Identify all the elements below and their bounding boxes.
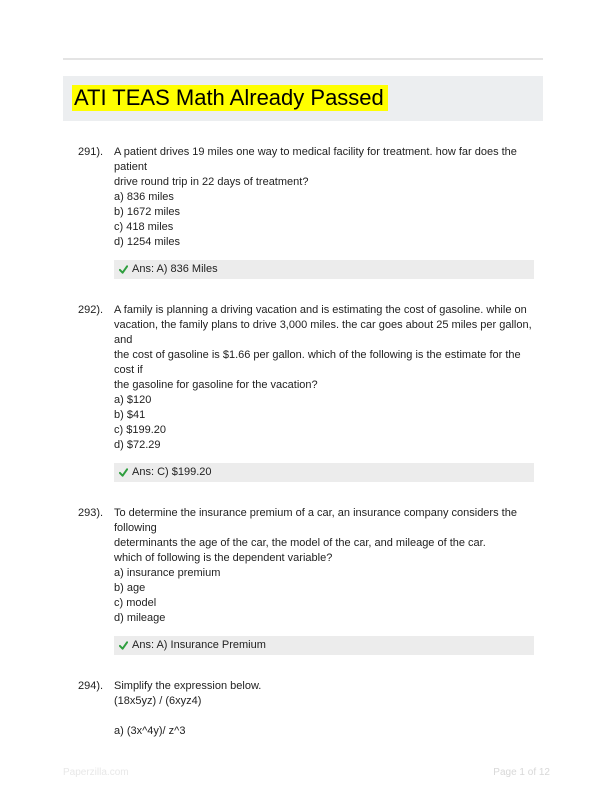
answer-box (114, 463, 534, 482)
option-a: a) 836 miles (114, 191, 174, 203)
question-text: the gasoline for gasoline for the vacation? (114, 379, 318, 391)
option-b: b) 1672 miles (114, 206, 181, 218)
question-text: A patient drives 19 miles one way to medical facility for treatment. how far does the patient (114, 146, 517, 173)
option-c: c) $199.20 (114, 424, 166, 436)
top-rule (63, 58, 543, 60)
question-text: the cost of gasoline is $1.66 per gallon. which of the following is the estimate for the cost if (114, 349, 521, 376)
check-icon (119, 265, 128, 274)
page-number: Page 1 of 12 (493, 767, 550, 778)
question-text: determinants the age of the car, the model of the car, and mileage of the car. (114, 537, 486, 549)
answer-text: Ans: A) 836 Miles (132, 263, 218, 275)
question-text: drive round trip in 22 days of treatment? (114, 176, 309, 188)
question-body (114, 145, 534, 250)
option-d: d) $72.29 (114, 439, 161, 451)
answer-box (114, 636, 534, 655)
check-icon (119, 641, 128, 650)
blank-line (114, 709, 534, 724)
check-icon (119, 468, 128, 477)
question-number: 292). (78, 304, 104, 316)
option-b: b) $41 (114, 409, 146, 421)
answer-text: Ans: A) Insurance Premium (132, 639, 266, 651)
question-text: To determine the insurance premium of a car, an insurance company considers the following (114, 507, 517, 534)
question-number: 294). (78, 680, 104, 692)
option-d: d) mileage (114, 612, 166, 624)
question-body (114, 679, 534, 739)
option-b: b) age (114, 582, 146, 594)
question-number: 291). (78, 146, 104, 158)
question-body (114, 303, 534, 453)
question-text: Simplify the expression below. (114, 680, 262, 692)
expression: (18x5yz) / (6xyz4) (114, 695, 202, 707)
question-text: A family is planning a driving vacation and is estimating the cost of gasoline. while on vacation, the family plans to drive 3,000 miles. the car goes about 25 miles per gallon, and (114, 304, 532, 346)
footer-watermark: Paperzilla.com (63, 767, 129, 778)
option-d: d) 1254 miles (114, 236, 181, 248)
question-text: which of following is the dependent variable? (114, 552, 333, 564)
page-title: ATI TEAS Math Already Passed (72, 85, 388, 111)
option-a: a) $120 (114, 394, 152, 406)
question-number: 293). (78, 507, 104, 519)
option-c: c) model (114, 597, 157, 609)
option-a: a) insurance premium (114, 567, 221, 579)
answer-box (114, 260, 534, 279)
question-body (114, 506, 534, 626)
option-a: a) (3x^4y)/ z^3 (114, 725, 186, 737)
option-c: c) 418 miles (114, 221, 174, 233)
answer-text: Ans: C) $199.20 (132, 466, 212, 478)
title-band (63, 76, 543, 121)
